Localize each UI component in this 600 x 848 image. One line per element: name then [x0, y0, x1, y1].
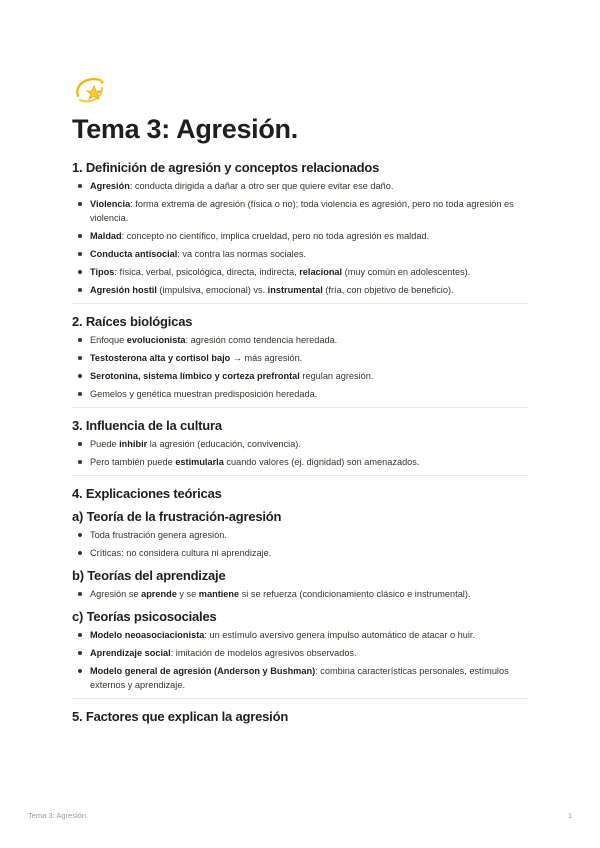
bullet-list [72, 179, 528, 297]
bold-term: Violencia [90, 199, 131, 209]
bold-term: Maldad [90, 231, 122, 241]
bold-term: Agresión [90, 181, 130, 191]
divider [72, 407, 528, 408]
list-item [72, 283, 528, 297]
list-item [72, 229, 528, 243]
list-item [72, 628, 528, 642]
text-run: Críticas: no considera cultura ni aprendizaje. [90, 548, 272, 558]
text-run: y se [176, 589, 199, 599]
bold-term: relacional [299, 267, 343, 277]
bold-term: aprende [141, 589, 177, 599]
section-heading: c) Teorías psicosociales [72, 609, 217, 624]
bold-term: mantiene [198, 589, 240, 599]
section-heading: 1. Definición de agresión y conceptos relacionados [72, 160, 380, 175]
page-title: Tema 3: Agresión. [72, 114, 298, 144]
bold-term: Serotonina, sistema límbico y corteza prefrontal [90, 371, 300, 381]
bold-term: Modelo neoasociacionista [90, 630, 205, 640]
list-item [72, 528, 528, 542]
text-run: : va contra las normas sociales. [177, 249, 306, 259]
text-run: regulan agresión. [299, 371, 374, 381]
text-run: Toda frustración genera agresión. [90, 530, 227, 540]
text-run: : física, verbal, psicológica, directa, indirecta, [114, 267, 300, 277]
bullet-list [72, 587, 528, 601]
list-item [72, 646, 528, 660]
text-run: Puede [90, 439, 120, 449]
list-item [72, 351, 528, 365]
text-run: → más agresión. [230, 353, 303, 363]
section-heading: 3. Influencia de la cultura [72, 418, 222, 433]
bold-term: evolucionista [126, 335, 186, 345]
list-item [72, 587, 528, 601]
section-heading: b) Teorías del aprendizaje [72, 568, 226, 583]
text-run: Enfoque [90, 335, 127, 345]
list-item [72, 179, 528, 193]
section-heading: a) Teoría de la frustración-agresión [72, 509, 282, 524]
page-number: 1 [568, 811, 573, 820]
text-run: Gemelos y genética muestran predisposición heredada. [90, 389, 318, 399]
list-item [72, 664, 528, 692]
bold-term: Aprendizaje social [90, 648, 171, 658]
bold-term: inhibir [119, 439, 148, 449]
divider [72, 303, 528, 304]
text-run: (impulsiva, emocional) vs. [156, 285, 268, 295]
bullet-list [72, 437, 528, 469]
divider [72, 475, 528, 476]
bold-term: Conducta antisocial [90, 249, 178, 259]
list-item [72, 387, 528, 401]
footer-title: Tema 3: Agresión. [28, 811, 89, 820]
bold-term: Agresión hostil [90, 285, 157, 295]
dizzy-star-icon [72, 72, 108, 108]
text-run: (muy común en adolescentes). [342, 267, 471, 277]
text-run: : un estímulo aversivo genera impulso automático de atacar o huir. [204, 630, 476, 640]
text-run: : forma extrema de agresión (física o no); toda violencia es agresión, pero no toda agresión es violencia. [90, 199, 514, 223]
section-heading: 2. Raíces biológicas [72, 314, 193, 329]
text-run: cuando valores (ej. dignidad) son amenazados. [223, 457, 420, 467]
bullet-list [72, 333, 528, 401]
list-item [72, 369, 528, 383]
bullet-list [72, 628, 528, 692]
text-run: Agresión se [90, 589, 142, 599]
text-run: : imitación de modelos agresivos observados. [170, 648, 357, 658]
text-run: Pero también puede [90, 457, 176, 467]
bold-term: instrumental [267, 285, 323, 295]
bold-term: Modelo general de agresión (Anderson y Bushman) [90, 666, 316, 676]
text-run: : combina características personales, estímulos externos y aprendizaje. [90, 666, 509, 690]
bold-term: Tipos [90, 267, 115, 277]
divider [72, 698, 528, 699]
section-heading: 4. Explicaciones teóricas [72, 486, 222, 501]
list-item [72, 455, 528, 469]
section-heading: 5. Factores que explican la agresión [72, 709, 289, 724]
text-run: (fría, con objetivo de beneficio). [322, 285, 454, 295]
bold-term: estimularla [175, 457, 224, 467]
list-item [72, 437, 528, 451]
text-run: : agresión como tendencia heredada. [185, 335, 338, 345]
list-item [72, 265, 528, 279]
list-item [72, 197, 528, 225]
text-run: la agresión (educación, convivencia). [147, 439, 301, 449]
bullet-list [72, 528, 528, 560]
bold-term: Testosterona alta y cortisol bajo [90, 353, 231, 363]
list-item [72, 546, 528, 560]
list-item [72, 333, 528, 347]
list-item [72, 247, 528, 261]
text-run: : concepto no científico, implica crueldad, pero no toda agresión es maldad. [121, 231, 430, 241]
text-run: si se refuerza (condicionamiento clásico e instrumental). [239, 589, 471, 599]
document-content [72, 160, 528, 724]
text-run: : conducta dirigida a dañar a otro ser que quiere evitar ese daño. [129, 181, 394, 191]
